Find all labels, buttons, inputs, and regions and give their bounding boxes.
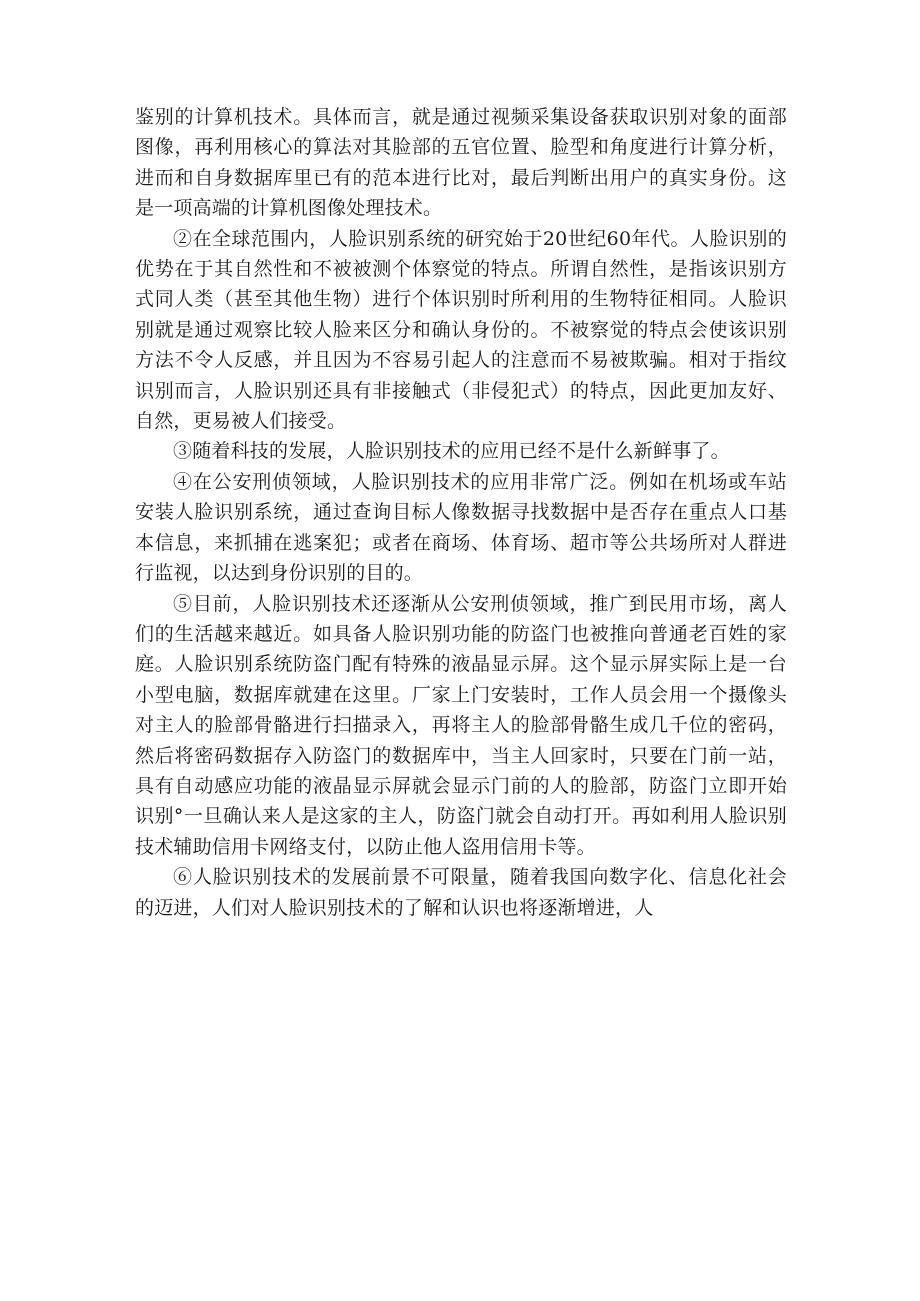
- paragraph-4: ④在公安刑侦领域，人脸识别技术的应用非常广泛。例如在机场或车站安装人脸识别系统，通过查询目标人像数据寻找数据中是否存在重点人口基本信息，来抓捕在逃案犯；或者在商场、体育场、超市等公共场所对人群进行监视，以达到身份识别的目的。: [135, 470, 787, 585]
- paragraph-3: ③随着科技的发展，人脸识别技术的应用已经不是什么新鲜事了。: [173, 440, 730, 463]
- paragraph-2: ②在全球范围内，人脸识别系统的研究始于20世纪60年代。人脸识别的优势在于其自然性和不被被测个体察觉的特点。所谓自然性，是指该识别方式同人类（甚至其他生物）进行个体识别时所利用的生物特征相同。人脸识别就是通过观察比较人脸来区分和确认身份的。不被察觉的特点会使该识别方法不令人反感，并且因为不容易引起人的注意而不易被欺骗。相对于指纹识别而言，人脸识别还具有非接触式（非侵犯式）的特点，因此更加友好、自然，更易被人们接受。: [135, 227, 787, 433]
- paragraph-6: ⑥人脸识别技术的发展前景不可限量，随着我国向数字化、信息化社会的迈进，人们对人脸识别技术的了解和认识也将逐渐增进，人: [135, 866, 787, 919]
- paragraph-5: ⑤目前，人脸识别技术还逐渐从公安刑侦领域，推广到民用市场，离人们的生活越来越近。如具备人脸识别功能的防盗门也被推向普通老百姓的家庭。人脸识别系统防盗门配有特殊的液晶显示屏。这个显示屏实际上是一台小型电脑，数据库就建在这里。厂家上门安装时，工作人员会用一个摄像头对主人的脸部骨骼进行扫描录入，再将主人的脸部骨骼生成几千位的密码，然后将密码数据存入防盗门的数据库中，当主人回家时，只要在门前一站，具有自动感应功能的液晶显示屏就会显示门前的人的脸部，防盗门立即开始识别°一旦确认来人是这家的主人，防盗门就会自动打开。再如利用人脸识别技术辅助信用卡网络支付，以防止他人盗用信用卡等。: [135, 592, 787, 858]
- document-page: [135, 102, 787, 923]
- paragraph-1-continuation: 鉴别的计算机技术。具体而言，就是通过视频采集设备获取识别对象的面部图像，再利用核心的算法对其脸部的五官位置、脸型和角度进行计算分析，进而和自身数据库里已有的范本进行比对，最后判断出用户的真实身份。这是一项高端的计算机图像处理技术。: [135, 106, 787, 220]
